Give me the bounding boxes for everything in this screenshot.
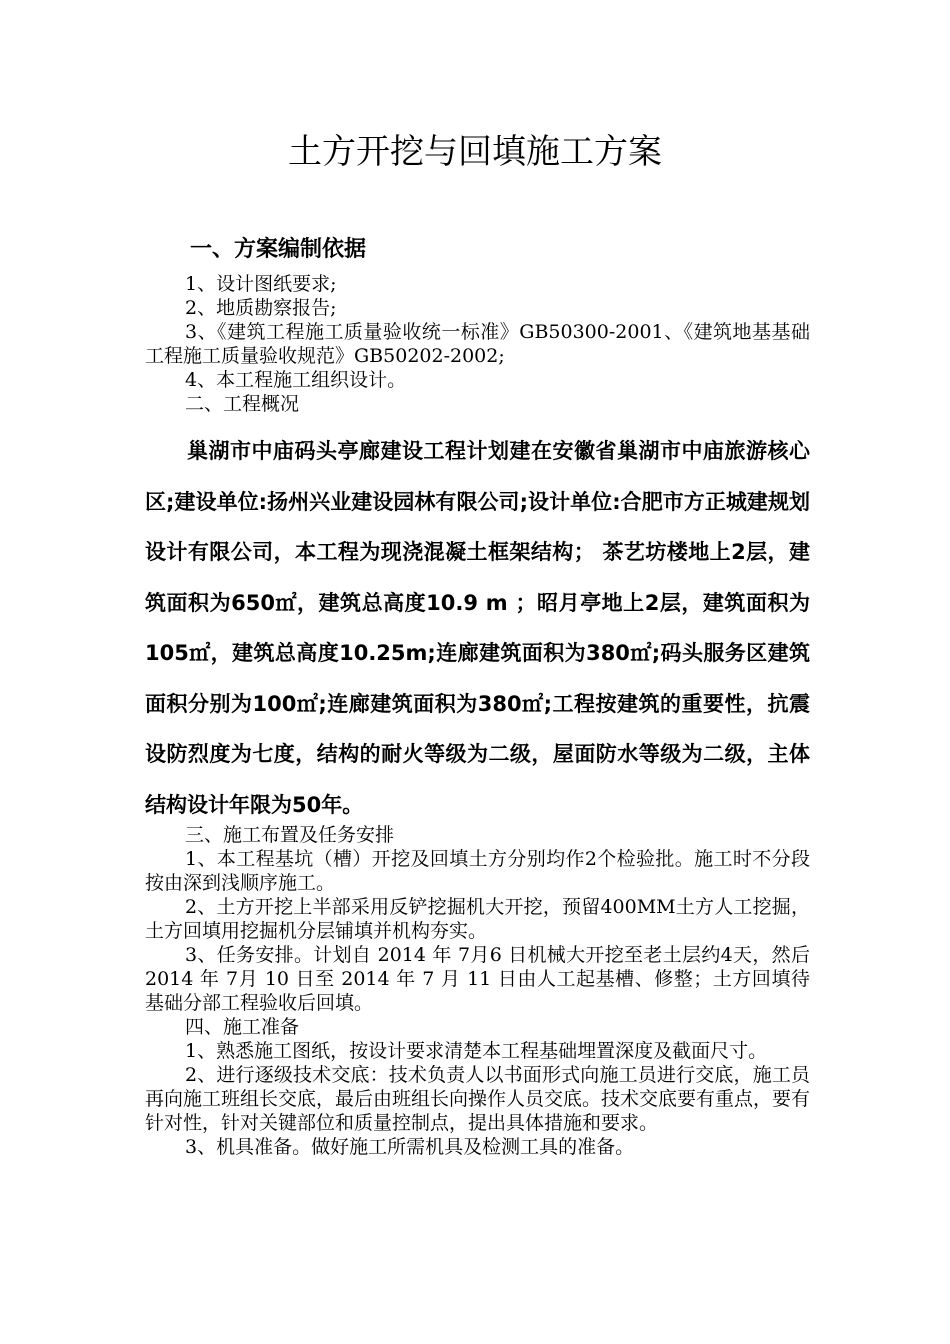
section-3-item: 1、本工程基坑（槽）开挖及回填土方分别均作2个检验批。施工时不分段按由深到浅顺序施工。 xyxy=(145,848,810,894)
section-3-item: 2、土方开挖上半部采用反铲挖掘机大开挖，预留400MM土方人工挖掘，土方回填用挖掘机分层铺填并机构夯实。 xyxy=(145,896,810,942)
section-2-heading: 二、工程概况 xyxy=(185,393,300,415)
section-3-heading: 三、施工布置及任务安排 xyxy=(185,824,395,846)
section-1-item: 4、本工程施工组织设计。 xyxy=(185,369,407,391)
section-4-item: 3、机具准备。做好施工所需机具及检测工具的准备。 xyxy=(185,1136,635,1158)
section-4-item: 2、进行逐级技术交底：技术负责人以书面形式向施工员进行交底，施工员再向施工班组长交底，最后由班组长向操作人员交底。技术交底要有重点，要有针对性，针对关键部位和质量控制点，提出具体措施和要求。 xyxy=(145,1064,811,1134)
project-overview-paragraph: 巢湖市中庙码头亭廊建设工程计划建在安徽省巢湖市中庙旅游核心区;建设单位:扬州兴业建设园林有限公司;设计单位:合肥市方正城建规划设计有限公司，本工程为现浇混凝土框架结构； 茶艺坊楼地上2层，建筑面积为650㎡，建筑总高度10.9 m ；昭月亭地上2层，建筑面积为105㎡，建筑总高度10.25m;连廊建筑面积为380㎡;码头服务区建筑面积分别为100㎡;连廊建筑面积为380㎡;工程按建筑的重要性，抗震设防烈度为七度，结构的耐火等级为二级，屋面防水等级为二级，主体结构设计年限为50年。 xyxy=(145,439,810,817)
section-1-item: 2、地质勘察报告; xyxy=(185,297,337,319)
section-4-heading: 四、施工准备 xyxy=(185,1016,300,1038)
section-4-item: 1、熟悉施工图纸，按设计要求清楚本工程基础埋置深度及截面尺寸。 xyxy=(185,1040,768,1062)
section-1-item: 3、《建筑工程施工质量验收统一标准》GB50300-2001、《建筑地基基础工程施工质量验收规范》GB50202-2002; xyxy=(145,321,810,367)
section-1-item: 1、设计图纸要求; xyxy=(185,273,337,295)
document-title: 土方开挖与回填施工方案 xyxy=(288,132,662,172)
section-3-4-content xyxy=(145,823,810,1159)
section-1-list xyxy=(145,272,810,416)
section-3-item: 3、任务安排。计划自 2014 年 7月6 日机械大开挖至老土层约4天，然后 2014 年 7月 10 日至 2014 年 7 月 11 日由人工起基槽、修整；土方回填待基础分部工程验收后回填。 xyxy=(145,944,810,1014)
section-1-heading: 一、方案编制依据 xyxy=(190,237,367,262)
